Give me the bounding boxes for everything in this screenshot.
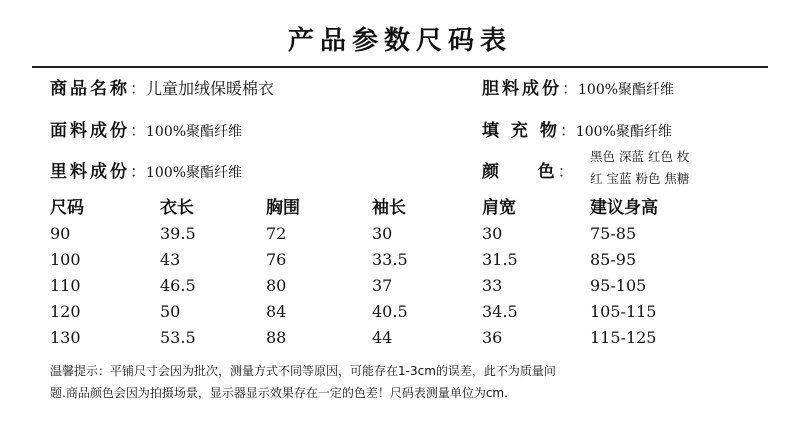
- table-cell-length: 46.5: [160, 276, 196, 295]
- table-cell-shoulder: 33: [482, 276, 503, 295]
- table-cell-shoulder: 34.5: [482, 302, 518, 321]
- param-lining-value: 100%聚酯纤维: [146, 165, 243, 181]
- param-color-colon: ：: [557, 162, 574, 181]
- table-cell-height: 105-115: [590, 302, 657, 321]
- table-cell-size: 110: [50, 276, 81, 295]
- param-inner-value: 100%聚酯纤维: [578, 82, 675, 98]
- param-fill-value: 100%聚酯纤维: [575, 124, 672, 140]
- param-name-row: [50, 74, 274, 99]
- table-header-shoulder: 肩宽: [482, 198, 516, 218]
- param-name-value: 儿童加绒保暖棉衣: [146, 79, 275, 98]
- table-header-length: 衣长: [160, 198, 194, 218]
- table-cell-shoulder: 30: [482, 224, 503, 243]
- title-underline: [32, 66, 768, 68]
- table-cell-chest: 76: [266, 250, 287, 269]
- table-header-size: 尺码: [50, 198, 84, 218]
- table-header-height: 建议身高: [590, 198, 658, 218]
- param-lining-row: [50, 157, 242, 182]
- table-cell-height: 115-125: [590, 328, 657, 347]
- table-header-sleeve: 袖长: [372, 198, 406, 218]
- param-face-label: 面料成份: [50, 121, 130, 141]
- color-list-line-1: 黑色 深蓝 红色 枚: [590, 149, 690, 164]
- table-cell-sleeve: 37: [372, 276, 393, 295]
- table-cell-shoulder: 31.5: [482, 250, 518, 269]
- table-cell-chest: 88: [266, 328, 287, 347]
- table-cell-length: 50: [160, 302, 181, 321]
- table-cell-shoulder: 36: [482, 328, 503, 347]
- table-cell-size: 130: [50, 328, 81, 347]
- param-color-values: [590, 146, 780, 190]
- param-face-row: [50, 116, 242, 141]
- table-cell-sleeve: 40.5: [372, 302, 408, 321]
- table-cell-sleeve: 33.5: [372, 250, 408, 269]
- param-inner-label: 胆料成份: [482, 79, 562, 99]
- param-name-colon: ：: [130, 79, 147, 98]
- param-fill-row: [482, 116, 672, 141]
- table-cell-chest: 80: [266, 276, 287, 295]
- note-line-2: 题.商品颜色会因为拍摄场景，显示器显示效果存在一定的色差！尺码表测量单位为cm.: [50, 386, 508, 400]
- table-cell-height: 85-95: [590, 250, 637, 269]
- table-cell-chest: 72: [266, 224, 287, 243]
- page-title: 产品参数尺码表: [287, 26, 512, 56]
- table-cell-chest: 84: [266, 302, 287, 321]
- note-line-1: 温馨提示：平铺尺寸会因为批次，测量方式不同等原因，可能存在1-3cm的误差，此不为质量问: [50, 364, 556, 378]
- table-cell-sleeve: 30: [372, 224, 393, 243]
- param-inner-colon: ：: [562, 79, 579, 98]
- table-cell-height: 75-85: [590, 224, 637, 243]
- param-fill-colon: ：: [559, 121, 576, 140]
- table-header-chest: 胸围: [266, 198, 300, 218]
- table-cell-length: 43: [160, 250, 181, 269]
- param-color-label: 颜 色: [482, 162, 558, 182]
- param-face-value: 100%聚酯纤维: [146, 124, 243, 140]
- param-color-row: [482, 157, 574, 182]
- color-list-line-2: 红 宝蓝 粉色 焦糖: [590, 171, 690, 186]
- param-inner-row: [482, 74, 674, 99]
- table-cell-height: 95-105: [590, 276, 647, 295]
- param-lining-label: 里料成份: [50, 162, 130, 182]
- table-cell-sleeve: 44: [372, 328, 393, 347]
- table-cell-size: 120: [50, 302, 81, 321]
- table-cell-size: 90: [50, 224, 71, 243]
- table-cell-size: 100: [50, 250, 81, 269]
- param-face-colon: ：: [130, 121, 147, 140]
- table-cell-length: 39.5: [160, 224, 196, 243]
- table-cell-length: 53.5: [160, 328, 196, 347]
- param-lining-colon: ：: [130, 162, 147, 181]
- param-fill-label: 填 充 物: [482, 121, 560, 141]
- param-name-label: 商品名称: [50, 79, 130, 99]
